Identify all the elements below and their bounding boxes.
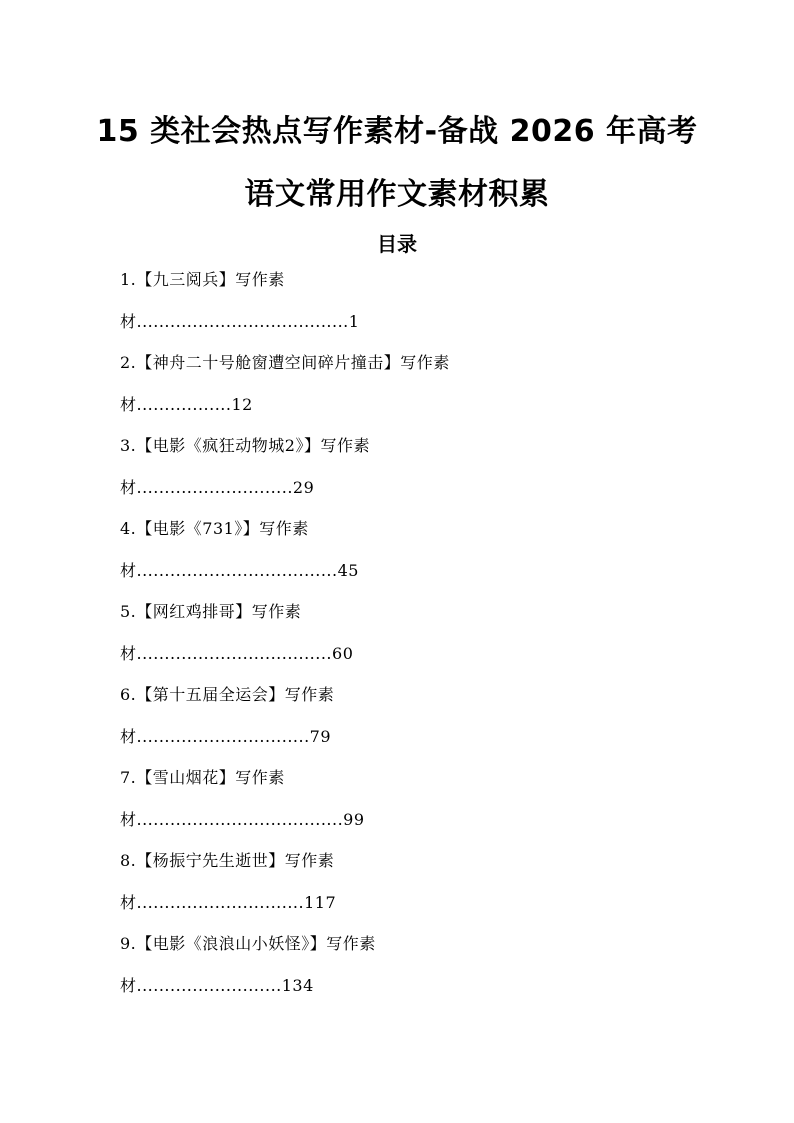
toc-entry-5[interactable] [120,602,680,664]
toc-entry-title: 6.【第十五届全运会】写作素 [120,685,335,704]
toc-entry-8[interactable] [120,851,680,913]
toc-entry-page-leader: 材............................29 [120,477,315,497]
toc-entry-page-leader: 材...................................60 [120,643,354,663]
toc-entry-page-leader: 材..........................134 [120,975,314,995]
toc-entry-title: 5.【网红鸡排哥】写作素 [120,602,302,621]
toc-entry-3[interactable] [120,436,680,498]
toc-entry-title: 7.【雪山烟花】写作素 [120,768,285,787]
toc-heading: 目录 [377,232,417,256]
toc-entry-page-leader: 材......................................1 [120,311,360,331]
toc-entry-1[interactable] [120,270,680,332]
toc-entry-title: 9.【电影《浪浪山小妖怪》】写作素 [120,934,376,953]
toc-entry-title: 3.【电影《疯狂动物城2》】写作素 [120,436,370,455]
toc-entry-page-leader: 材...............................79 [120,726,332,746]
toc-entry-6[interactable] [120,685,680,747]
toc-entry-page-leader: 材.....................................99 [120,809,365,829]
document-title-line-2: 语文常用作文素材积累 [244,177,550,212]
toc-entry-2[interactable] [120,353,680,415]
toc-entry-7[interactable] [120,768,680,830]
toc-entry-page-leader: 材.................12 [120,394,253,414]
table-of-contents [120,270,680,1017]
toc-entry-title: 8.【杨振宁先生逝世】写作素 [120,851,335,870]
toc-entry-4[interactable] [120,519,680,581]
toc-entry-title: 4.【电影《731》】写作素 [120,519,309,538]
toc-entry-page-leader: 材..............................117 [120,892,337,912]
document-title-line-1: 15 类社会热点写作素材-备战 2026 年高考 [96,114,698,149]
toc-entry-title: 1.【九三阅兵】写作素 [120,270,285,289]
toc-entry-page-leader: 材....................................45 [120,560,359,580]
toc-entry-title: 2.【神舟二十号舱窗遭空间碎片撞击】写作素 [120,353,450,372]
toc-entry-9[interactable] [120,934,680,996]
